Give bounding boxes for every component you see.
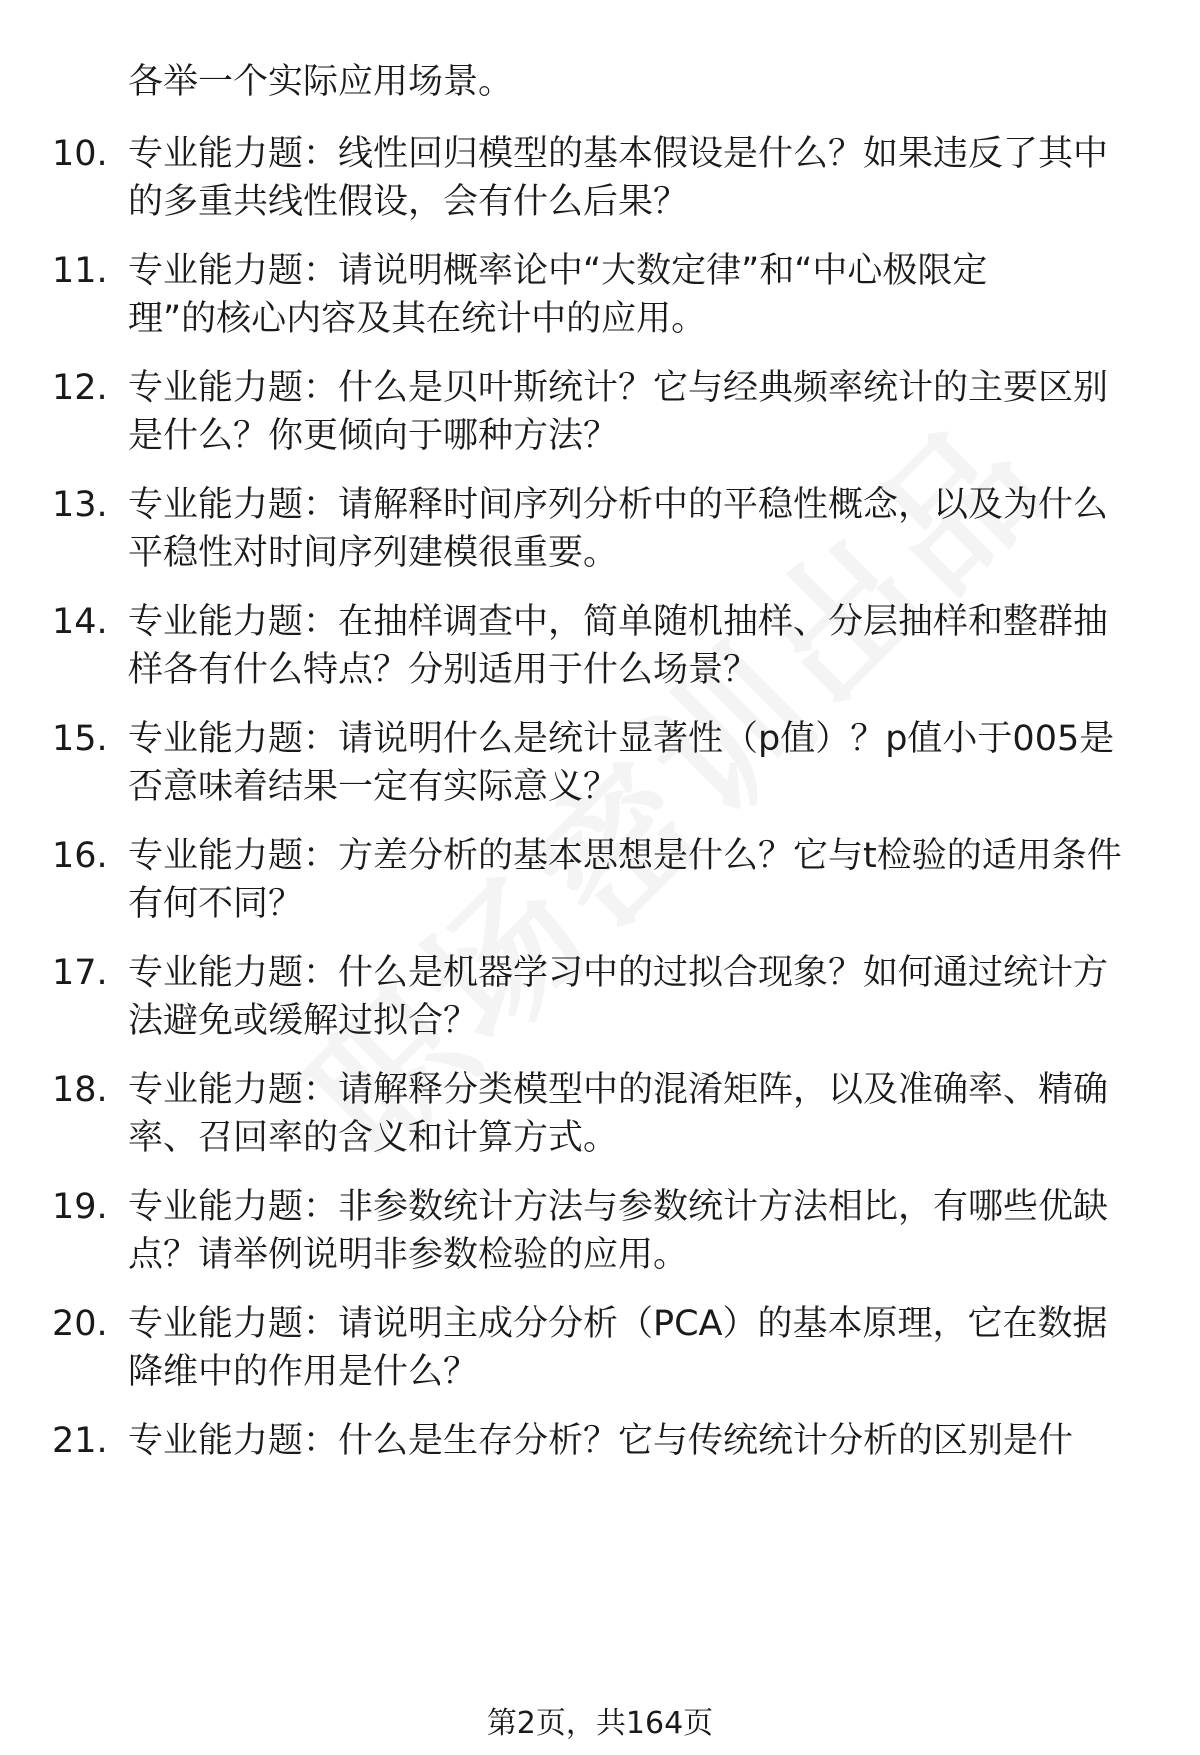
- question-number: 13.: [52, 485, 108, 525]
- question-text: [128, 130, 1148, 226]
- question-line: 专业能力题：请解释时间序列分析中的平稳性概念，以及为什么: [128, 485, 1109, 525]
- question-text: [128, 949, 1148, 1045]
- question-line: 否意味着结果一定有实际意义？: [128, 767, 619, 807]
- question-line: 专业能力题：什么是机器学习中的过拟合现象？如何通过统计方: [128, 953, 1109, 993]
- continuation-text: 各举一个实际应用场景。: [128, 62, 514, 102]
- question-text: [128, 1183, 1148, 1279]
- question-line: 点？请举例说明非参数检验的应用。: [128, 1235, 689, 1275]
- question-line: 专业能力题：请解释分类模型中的混淆矩阵，以及准确率、精确: [128, 1070, 1109, 1110]
- question-line: 法避免或缓解过拟合？: [128, 1001, 479, 1041]
- question-number: 10.: [52, 134, 108, 174]
- question-number: 14.: [52, 602, 108, 642]
- page-footer: 第2页，共164页: [486, 1706, 714, 1741]
- question-line: 是什么？你更倾向于哪种方法？: [128, 416, 619, 456]
- question-line: 降维中的作用是什么？: [128, 1352, 479, 1392]
- question-text: [128, 1066, 1148, 1162]
- question-line: 专业能力题：请说明什么是统计显著性（p值）？p值小于005是: [128, 719, 1115, 759]
- question-text: [128, 598, 1148, 694]
- question-line: 率、召回率的含义和计算方式。: [128, 1118, 619, 1158]
- question-text: [128, 247, 1148, 343]
- question-number: 20.: [52, 1304, 108, 1344]
- question-line: 有何不同？: [128, 884, 304, 924]
- question-number: 12.: [52, 368, 108, 408]
- question-line: 专业能力题：非参数统计方法与参数统计方法相比，有哪些优缺: [128, 1187, 1109, 1227]
- question-text: [128, 481, 1148, 577]
- question-line: 平稳性对时间序列建模很重要。: [128, 533, 619, 573]
- question-line: 理”的核心内容及其在统计中的应用。: [128, 299, 707, 339]
- question-number: 17.: [52, 953, 108, 993]
- question-line: 专业能力题：请说明概率论中“大数定律”和“中心极限定: [128, 251, 988, 291]
- question-number: 16.: [52, 836, 108, 876]
- question-number: 11.: [52, 251, 108, 291]
- question-line: 专业能力题：什么是贝叶斯统计？它与经典频率统计的主要区别: [128, 368, 1109, 408]
- question-text: [128, 1300, 1148, 1396]
- question-number: 18.: [52, 1070, 108, 1110]
- question-line: 专业能力题：方差分析的基本思想是什么？它与t检验的适用条件: [128, 836, 1122, 876]
- question-number: 21.: [52, 1421, 108, 1461]
- question-line: 专业能力题：请说明主成分分析（PCA）的基本原理，它在数据: [128, 1304, 1108, 1344]
- question-text: [128, 715, 1148, 811]
- question-line: 专业能力题：在抽样调查中，简单随机抽样、分层抽样和整群抽: [128, 602, 1109, 642]
- question-number: 15.: [52, 719, 108, 759]
- question-line: 专业能力题：线性回归模型的基本假设是什么？如果违反了其中: [128, 134, 1109, 174]
- question-line: 专业能力题：什么是生存分析？它与传统统计分析的区别是什: [128, 1421, 1074, 1461]
- question-number: 19.: [52, 1187, 108, 1227]
- question-text: [128, 832, 1148, 928]
- question-text: [128, 364, 1148, 460]
- question-line: 样各有什么特点？分别适用于什么场景？: [128, 650, 759, 690]
- question-text: [128, 1417, 1148, 1465]
- question-line: 的多重共线性假设，会有什么后果？: [128, 182, 689, 222]
